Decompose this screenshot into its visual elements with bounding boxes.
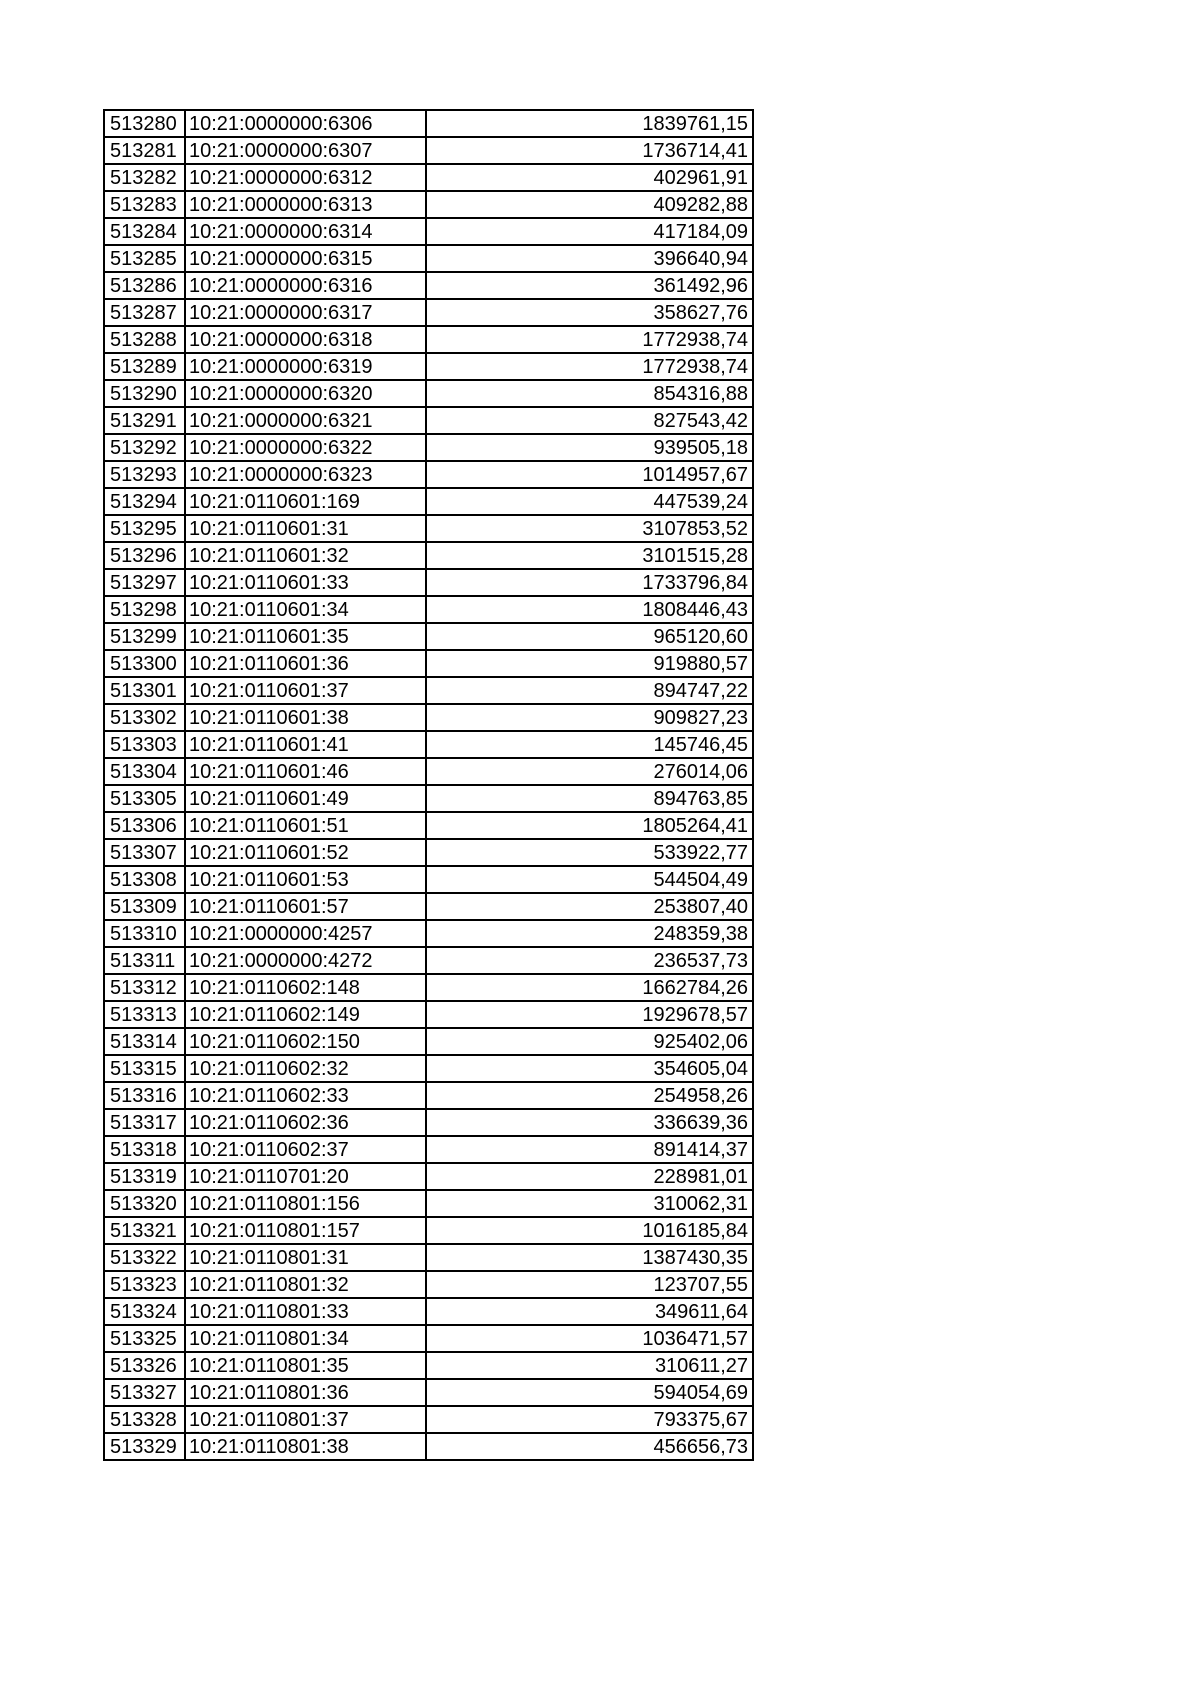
table-row xyxy=(104,380,753,407)
row-id-cell: 513309 xyxy=(104,893,185,920)
table-row xyxy=(104,839,753,866)
table-row xyxy=(104,1028,753,1055)
value-cell: 396640,94 xyxy=(426,245,753,272)
row-id-cell: 513298 xyxy=(104,596,185,623)
value-cell: 793375,67 xyxy=(426,1406,753,1433)
table-body xyxy=(104,110,753,1460)
value-cell: 1736714,41 xyxy=(426,137,753,164)
row-id-cell: 513288 xyxy=(104,326,185,353)
cadastral-number-cell: 10:21:0110601:36 xyxy=(185,650,426,677)
value-cell: 1772938,74 xyxy=(426,353,753,380)
table-row xyxy=(104,137,753,164)
table-row xyxy=(104,677,753,704)
row-id-cell: 513302 xyxy=(104,704,185,731)
value-cell: 891414,37 xyxy=(426,1136,753,1163)
row-id-cell: 513317 xyxy=(104,1109,185,1136)
cadastral-number-cell: 10:21:0000000:6317 xyxy=(185,299,426,326)
table-row xyxy=(104,1217,753,1244)
cadastral-number-cell: 10:21:0110601:49 xyxy=(185,785,426,812)
row-id-cell: 513303 xyxy=(104,731,185,758)
table-row xyxy=(104,1406,753,1433)
cadastral-number-cell: 10:21:0110601:52 xyxy=(185,839,426,866)
row-id-cell: 513291 xyxy=(104,407,185,434)
value-cell: 1929678,57 xyxy=(426,1001,753,1028)
table-row xyxy=(104,1055,753,1082)
table-row xyxy=(104,1082,753,1109)
row-id-cell: 513297 xyxy=(104,569,185,596)
table-row xyxy=(104,1001,753,1028)
row-id-cell: 513283 xyxy=(104,191,185,218)
table-row xyxy=(104,650,753,677)
row-id-cell: 513326 xyxy=(104,1352,185,1379)
value-cell: 1662784,26 xyxy=(426,974,753,1001)
value-cell: 3107853,52 xyxy=(426,515,753,542)
cadastral-number-cell: 10:21:0000000:4257 xyxy=(185,920,426,947)
row-id-cell: 513295 xyxy=(104,515,185,542)
row-id-cell: 513293 xyxy=(104,461,185,488)
cadastral-number-cell: 10:21:0000000:6320 xyxy=(185,380,426,407)
cadastral-number-cell: 10:21:0110801:157 xyxy=(185,1217,426,1244)
cadastral-number-cell: 10:21:0000000:6321 xyxy=(185,407,426,434)
cadastral-number-cell: 10:21:0000000:6306 xyxy=(185,110,426,137)
value-cell: 276014,06 xyxy=(426,758,753,785)
table-row xyxy=(104,407,753,434)
row-id-cell: 513316 xyxy=(104,1082,185,1109)
row-id-cell: 513312 xyxy=(104,974,185,1001)
cadastral-number-cell: 10:21:0000000:6323 xyxy=(185,461,426,488)
row-id-cell: 513287 xyxy=(104,299,185,326)
value-cell: 402961,91 xyxy=(426,164,753,191)
cadastral-number-cell: 10:21:0110602:150 xyxy=(185,1028,426,1055)
table-row xyxy=(104,1352,753,1379)
row-id-cell: 513280 xyxy=(104,110,185,137)
row-id-cell: 513306 xyxy=(104,812,185,839)
row-id-cell: 513328 xyxy=(104,1406,185,1433)
value-cell: 544504,49 xyxy=(426,866,753,893)
cadastral-number-cell: 10:21:0110601:37 xyxy=(185,677,426,704)
value-cell: 349611,64 xyxy=(426,1298,753,1325)
table-row xyxy=(104,326,753,353)
table-row xyxy=(104,164,753,191)
row-id-cell: 513296 xyxy=(104,542,185,569)
row-id-cell: 513301 xyxy=(104,677,185,704)
value-cell: 409282,88 xyxy=(426,191,753,218)
table-row xyxy=(104,1298,753,1325)
row-id-cell: 513290 xyxy=(104,380,185,407)
row-id-cell: 513289 xyxy=(104,353,185,380)
value-cell: 894763,85 xyxy=(426,785,753,812)
value-cell: 1014957,67 xyxy=(426,461,753,488)
row-id-cell: 513310 xyxy=(104,920,185,947)
cadastral-number-cell: 10:21:0110601:53 xyxy=(185,866,426,893)
cadastral-number-cell: 10:21:0000000:4272 xyxy=(185,947,426,974)
value-cell: 236537,73 xyxy=(426,947,753,974)
value-cell: 3101515,28 xyxy=(426,542,753,569)
table-row xyxy=(104,1109,753,1136)
row-id-cell: 513285 xyxy=(104,245,185,272)
value-cell: 1016185,84 xyxy=(426,1217,753,1244)
value-cell: 145746,45 xyxy=(426,731,753,758)
cadastral-number-cell: 10:21:0000000:6315 xyxy=(185,245,426,272)
cadastral-number-cell: 10:21:0110602:36 xyxy=(185,1109,426,1136)
row-id-cell: 513304 xyxy=(104,758,185,785)
cadastral-number-cell: 10:21:0110602:37 xyxy=(185,1136,426,1163)
cadastral-number-cell: 10:21:0110801:34 xyxy=(185,1325,426,1352)
value-cell: 253807,40 xyxy=(426,893,753,920)
row-id-cell: 513322 xyxy=(104,1244,185,1271)
table-row xyxy=(104,515,753,542)
table-row xyxy=(104,1379,753,1406)
cadastral-number-cell: 10:21:0110701:20 xyxy=(185,1163,426,1190)
row-id-cell: 513299 xyxy=(104,623,185,650)
table-row xyxy=(104,866,753,893)
value-cell: 336639,36 xyxy=(426,1109,753,1136)
row-id-cell: 513308 xyxy=(104,866,185,893)
cadastral-number-cell: 10:21:0110801:156 xyxy=(185,1190,426,1217)
cadastral-number-cell: 10:21:0110602:149 xyxy=(185,1001,426,1028)
value-cell: 939505,18 xyxy=(426,434,753,461)
value-cell: 1772938,74 xyxy=(426,326,753,353)
row-id-cell: 513314 xyxy=(104,1028,185,1055)
value-cell: 254958,26 xyxy=(426,1082,753,1109)
value-cell: 854316,88 xyxy=(426,380,753,407)
table-row xyxy=(104,1433,753,1460)
value-cell: 310611,27 xyxy=(426,1352,753,1379)
value-cell: 354605,04 xyxy=(426,1055,753,1082)
value-cell: 1036471,57 xyxy=(426,1325,753,1352)
row-id-cell: 513329 xyxy=(104,1433,185,1460)
value-cell: 925402,06 xyxy=(426,1028,753,1055)
table-row xyxy=(104,1136,753,1163)
cadastral-number-cell: 10:21:0110801:37 xyxy=(185,1406,426,1433)
cadastral-number-cell: 10:21:0110801:38 xyxy=(185,1433,426,1460)
table-row xyxy=(104,353,753,380)
row-id-cell: 513327 xyxy=(104,1379,185,1406)
row-id-cell: 513324 xyxy=(104,1298,185,1325)
cadastral-number-cell: 10:21:0110601:31 xyxy=(185,515,426,542)
cadastral-number-cell: 10:21:0110602:148 xyxy=(185,974,426,1001)
row-id-cell: 513320 xyxy=(104,1190,185,1217)
table-row xyxy=(104,893,753,920)
table-row xyxy=(104,812,753,839)
table-row xyxy=(104,461,753,488)
table-row xyxy=(104,758,753,785)
cadastral-number-cell: 10:21:0110601:169 xyxy=(185,488,426,515)
value-cell: 228981,01 xyxy=(426,1163,753,1190)
table-row xyxy=(104,596,753,623)
row-id-cell: 513300 xyxy=(104,650,185,677)
cadastral-number-cell: 10:21:0000000:6322 xyxy=(185,434,426,461)
row-id-cell: 513323 xyxy=(104,1271,185,1298)
value-cell: 447539,24 xyxy=(426,488,753,515)
row-id-cell: 513325 xyxy=(104,1325,185,1352)
table-row xyxy=(104,974,753,1001)
table-row xyxy=(104,299,753,326)
cadastral-number-cell: 10:21:0110601:38 xyxy=(185,704,426,731)
cadastral-number-cell: 10:21:0000000:6313 xyxy=(185,191,426,218)
cadastral-number-cell: 10:21:0110601:33 xyxy=(185,569,426,596)
table-row xyxy=(104,218,753,245)
cadastral-number-cell: 10:21:0000000:6318 xyxy=(185,326,426,353)
value-cell: 310062,31 xyxy=(426,1190,753,1217)
value-cell: 1387430,35 xyxy=(426,1244,753,1271)
row-id-cell: 513313 xyxy=(104,1001,185,1028)
value-cell: 1839761,15 xyxy=(426,110,753,137)
row-id-cell: 513315 xyxy=(104,1055,185,1082)
table-row xyxy=(104,542,753,569)
row-id-cell: 513307 xyxy=(104,839,185,866)
table-row xyxy=(104,1244,753,1271)
row-id-cell: 513311 xyxy=(104,947,185,974)
cadastral-number-cell: 10:21:0000000:6316 xyxy=(185,272,426,299)
cadastral-number-cell: 10:21:0110801:32 xyxy=(185,1271,426,1298)
value-cell: 533922,77 xyxy=(426,839,753,866)
table-row xyxy=(104,1325,753,1352)
value-cell: 456656,73 xyxy=(426,1433,753,1460)
cadastral-number-cell: 10:21:0110801:31 xyxy=(185,1244,426,1271)
cadastral-number-cell: 10:21:0110601:34 xyxy=(185,596,426,623)
table-row xyxy=(104,245,753,272)
value-cell: 965120,60 xyxy=(426,623,753,650)
cadastral-number-cell: 10:21:0110602:33 xyxy=(185,1082,426,1109)
table-row xyxy=(104,920,753,947)
value-cell: 919880,57 xyxy=(426,650,753,677)
row-id-cell: 513292 xyxy=(104,434,185,461)
cadastral-number-cell: 10:21:0110601:46 xyxy=(185,758,426,785)
row-id-cell: 513286 xyxy=(104,272,185,299)
cadastral-number-cell: 10:21:0110801:36 xyxy=(185,1379,426,1406)
table-row xyxy=(104,704,753,731)
row-id-cell: 513284 xyxy=(104,218,185,245)
value-cell: 894747,22 xyxy=(426,677,753,704)
value-cell: 358627,76 xyxy=(426,299,753,326)
table-row xyxy=(104,488,753,515)
cadastral-number-cell: 10:21:0000000:6312 xyxy=(185,164,426,191)
table-row xyxy=(104,434,753,461)
table-row xyxy=(104,1163,753,1190)
table-row xyxy=(104,731,753,758)
cadastral-number-cell: 10:21:0110602:32 xyxy=(185,1055,426,1082)
cadastral-number-cell: 10:21:0110601:35 xyxy=(185,623,426,650)
data-table xyxy=(103,109,754,1461)
cadastral-number-cell: 10:21:0110801:35 xyxy=(185,1352,426,1379)
value-cell: 123707,55 xyxy=(426,1271,753,1298)
value-cell: 361492,96 xyxy=(426,272,753,299)
cadastral-number-cell: 10:21:0000000:6307 xyxy=(185,137,426,164)
table-row xyxy=(104,1271,753,1298)
row-id-cell: 513281 xyxy=(104,137,185,164)
value-cell: 417184,09 xyxy=(426,218,753,245)
table-row xyxy=(104,272,753,299)
cadastral-number-cell: 10:21:0110601:41 xyxy=(185,731,426,758)
table-row xyxy=(104,947,753,974)
row-id-cell: 513294 xyxy=(104,488,185,515)
table-row xyxy=(104,785,753,812)
cadastral-number-cell: 10:21:0110601:51 xyxy=(185,812,426,839)
cadastral-number-cell: 10:21:0110801:33 xyxy=(185,1298,426,1325)
table-row xyxy=(104,1190,753,1217)
cadastral-number-cell: 10:21:0110601:32 xyxy=(185,542,426,569)
cadastral-number-cell: 10:21:0110601:57 xyxy=(185,893,426,920)
cadastral-number-cell: 10:21:0000000:6319 xyxy=(185,353,426,380)
value-cell: 827543,42 xyxy=(426,407,753,434)
row-id-cell: 513305 xyxy=(104,785,185,812)
table-row xyxy=(104,110,753,137)
value-cell: 1808446,43 xyxy=(426,596,753,623)
row-id-cell: 513321 xyxy=(104,1217,185,1244)
row-id-cell: 513282 xyxy=(104,164,185,191)
cadastral-number-cell: 10:21:0000000:6314 xyxy=(185,218,426,245)
value-cell: 594054,69 xyxy=(426,1379,753,1406)
value-cell: 248359,38 xyxy=(426,920,753,947)
row-id-cell: 513318 xyxy=(104,1136,185,1163)
table-row xyxy=(104,569,753,596)
table-row xyxy=(104,623,753,650)
value-cell: 909827,23 xyxy=(426,704,753,731)
value-cell: 1733796,84 xyxy=(426,569,753,596)
value-cell: 1805264,41 xyxy=(426,812,753,839)
table-row xyxy=(104,191,753,218)
row-id-cell: 513319 xyxy=(104,1163,185,1190)
